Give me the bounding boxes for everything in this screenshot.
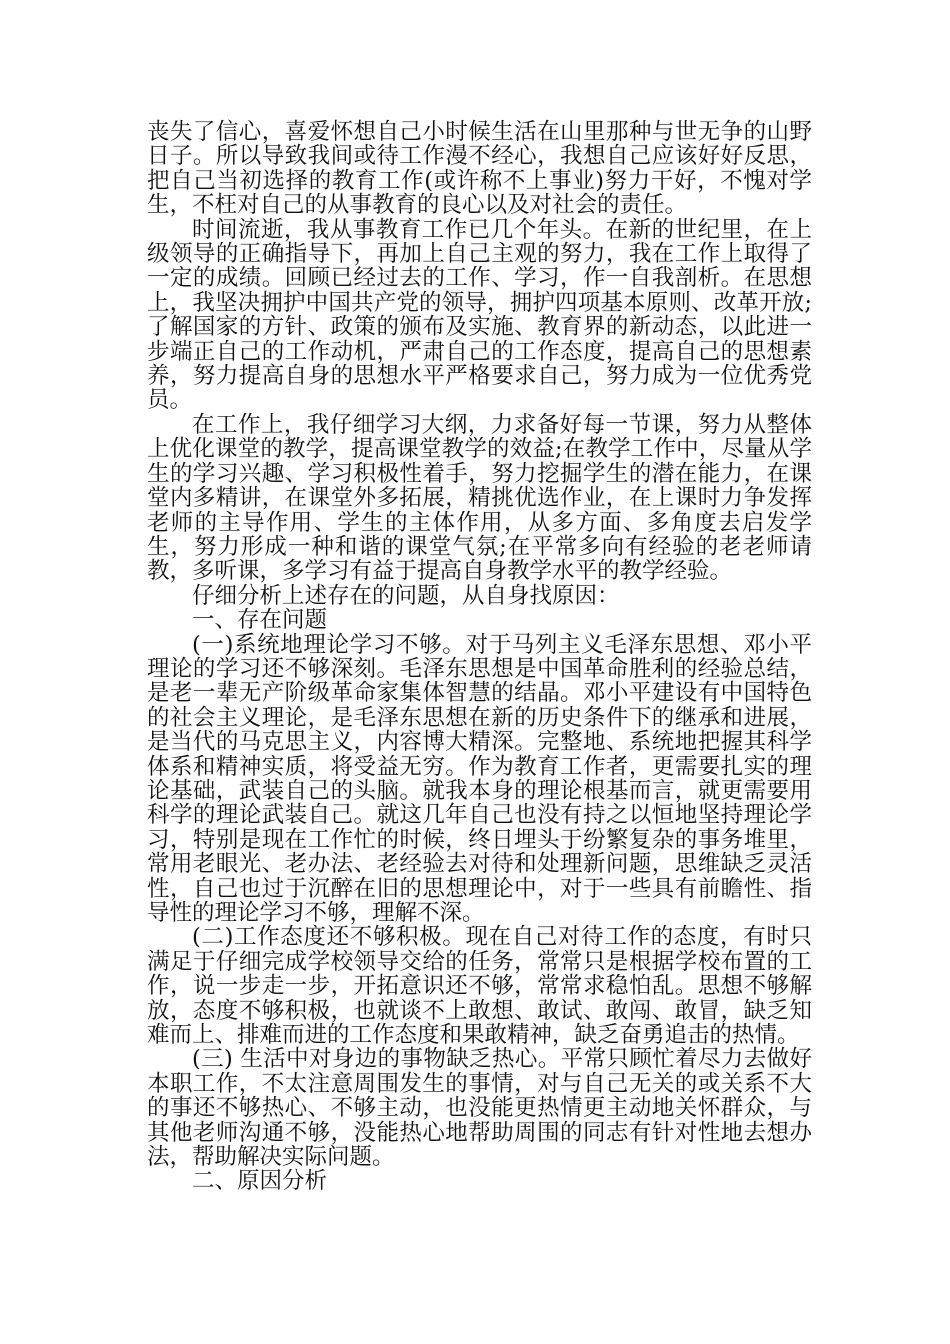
paragraph: 仔细分析上述存在的问题，从自身找原因： [192, 582, 620, 609]
document-body [147, 120, 812, 1194]
paragraph: (二)工作态度还不够积极。现在自己对待工作的态度，有时只满足于仔细完成学校领导交给的任务，常常只是根据学校布置的工作，说一步走一步，开拓意识还不够，常常求稳怕乱。思想不够解放，态度不够积极，也就谈不上敢想、敢试、敢闯、敢冒，缺乏知难而上、排难而进的工作态度和果敢精神，缺乏奋勇追击的热情。 [147, 924, 812, 1049]
paragraph: 时间流逝，我从事教育工作已几个年头。在新的世纪里，在上级领导的正确指导下，再加上自己主观的努力，我在工作上取得了一定的成绩。回顾已经过去的工作、学习，作一自我剖析。在思想上，我坚决拥护中国共产党的领导，拥护四项基本原则、改革开放;了解国家的方针、政策的颁布及实施、教育界的新动态，以此进一步端正自己的工作动机，严肃自己的工作态度，提高自己的思想素养，努力提高自身的思想水平严格要求自己，努力成为一位优秀党员。 [147, 216, 812, 414]
paragraph: (一)系统地理论学习不够。对于马列主义毛泽东思想、邓小平理论的学习还不够深刻。毛泽东思想是中国革命胜利的经验总结，是老一辈无产阶级革命家集体智慧的结晶。邓小平建设有中国特色的社会主义理论，是毛泽东思想在新的历史条件下的继承和进展，是当代的马克思主义，内容博大精深。完整地、系统地把握其科学体系和精神实质，将受益无穷。作为教育工作者，更需要扎实的理论基础，武装自己的头脑。就我本身的理论根基而言，就更需要用科学的理论武装自己。就这几年自己也没有持之以恒地坚持理论学习，特别是现在工作忙的时候，终日埋头于纷繁复杂的事务堆里，常用老眼光、老办法、老经验去对待和处理新问题，思维缺乏灵活性，自己也过于沉醉在旧的思想理论中，对于一些具有前瞻性、指导性的理论学习不够，理解不深。 [147, 631, 812, 926]
paragraph: 在工作上，我仔细学习大纲，力求备好每一节课，努力从整体上优化课堂的教学，提高课堂教学的效益;在教学工作中，尽量从学生的学习兴趣、学习积极性着手，努力挖掘学生的潜在能力，在课堂内多精讲，在课堂外多拓展，精挑优选作业，在上课时力争发挥老师的主导作用、学生的主体作用，从多方面、多角度去启发学生，努力形成一种和谐的课堂气氛;在平常多向有经验的老老师请教，多听课，多学习有益于提高自身教学水平的教学经验。 [147, 411, 812, 585]
section-heading: 一、存在问题 [192, 607, 328, 634]
paragraph: (三) 生活中对身边的事物缺乏热心。平常只顾忙着尽力去做好本职工作，不太注意周围发生的事情，对与自己无关的或关系不大的事还不够热心、不够主动，也没能更热情更主动地关怀群众，与其他老师沟通不够，没能热心地帮助周围的同志有针对性地去想办法，帮助解决实际问题。 [147, 1046, 812, 1171]
section-heading: 二、原因分析 [192, 1168, 328, 1195]
paragraph: 丧失了信心，喜爱怀想自己小时候生活在山里那种与世无争的山野日子。所以导致我间或待工作漫不经心，我想自己应该好好反思，把自己当初选择的教育工作(或许称不上事业)努力干好，不愧对学生，不枉对自己的从事教育的良心以及对社会的责任。 [147, 119, 812, 219]
